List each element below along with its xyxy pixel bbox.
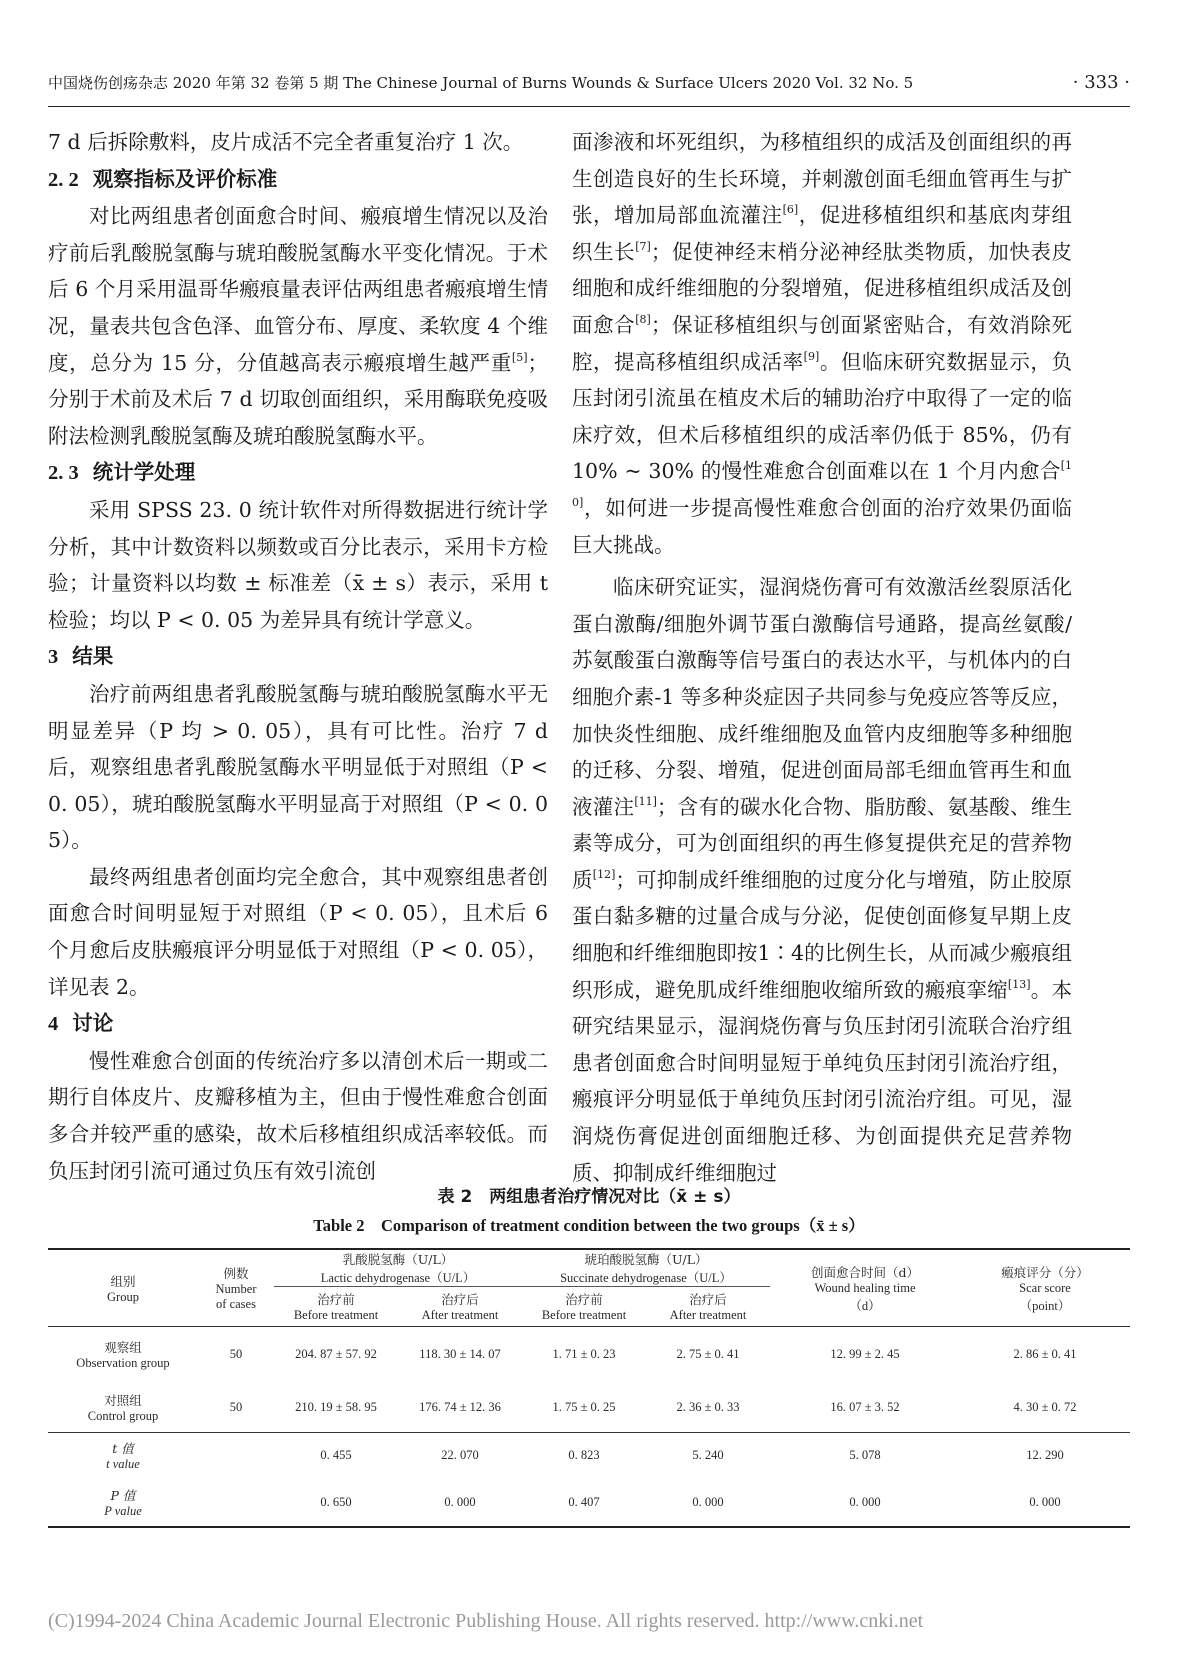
section-heading-4: 4 讨论 bbox=[48, 1011, 114, 1036]
paragraph: 面渗液和坏死组织，为移植组织的成活及创面组织的再生创造良好的生长环境，并刺激创面毛细血管再生与扩张，增加局部血流灌注[6]，促进移植组织和基底肉芽组织生长[7]；促使神经末梢分泌神经肽类物质，加快表皮细胞和成纤维细胞的分裂增殖，促进移植组织成活及创面愈合[8]；保证移植组织与创面紧密贴合，有效消除死腔，提高移植组织成活率[9]。但临床研究数据显示，负压封闭引流虽在植皮术后的辅助治疗中取得了一定的临床疗效，但术后移植组织的成活率仍低于 85%，仍有 10% ~ 30% 的慢性难愈合创面难以在 1 个月内愈合[10]，如何进一步提高慢性难愈合创面的治疗效果仍面临巨大挑战。 bbox=[572, 130, 1073, 557]
section-heading-2-3: 2. 3 统计学处理 bbox=[48, 460, 196, 485]
page-number: · 333 · bbox=[1072, 72, 1130, 93]
paragraph: 临床研究证实，湿润烧伤膏可有效激活丝裂原活化蛋白激酶/细胞外调节蛋白激酶信号通路，提高丝氨酸/苏氨酸蛋白激酶等信号蛋白的表达水平，与机体内的白细胞介素-1 等多种炎症因子共同参与免疫应答等反应，加快炎性细胞、成纤维细胞及血管内皮细胞等多种细胞的迁移、分裂、增殖，促进创面局部毛细血管再生和血液灌注[11]；含有的碳水化合物、脂肪酸、氨基酸、维生素等成分，可为创面组织的再生修复提供充足的营养物质[12]；可抑制成纤维细胞的过度分化与增殖，防止胶原蛋白黏多糖的过量合成与分泌，促使创面修复早期上皮细胞和纤维细胞即按1∶4的比例生长，从而减少瘢痕组织形成，避免肌成纤维细胞收缩所致的瘢痕挛缩[13]。本研究结果显示，湿润烧伤膏与负压封闭引流联合治疗组患者创面愈合时间明显短于单纯负压封闭引流治疗组，瘢痕评分明显低于单纯负压封闭引流治疗组。可见，湿润烧伤膏促进创面细胞迁移、为创面提供充足营养物质、抑制成纤维细胞过 bbox=[572, 575, 1073, 1185]
table-row-observation: 观察组 Observation group 50 204. 87 ± 57. 92 118. 30 ± 14. 07 1. 71 ± 0. 23 2. 75 ± 0. 41 12. 99 ± 2. 45 2. 86 ± 0. 41 bbox=[76, 1340, 1077, 1371]
header-ldh-after: 治疗后 After treatment bbox=[421, 1292, 499, 1322]
citation[interactable]: [7] bbox=[635, 239, 651, 253]
table-row-control: 对照组 Control group 50 210. 19 ± 58. 95 176. 74 ± 12. 36 1. 75 ± 0. 25 2. 36 ± 0. 33 16. 07 ± 3. 52 4. 30 ± 0. 72 bbox=[87, 1392, 1077, 1423]
citation[interactable]: [8] bbox=[635, 312, 651, 326]
section-heading-3: 3 结果 bbox=[48, 644, 114, 669]
table-caption-cn: 表 2 两组患者治疗情况对比（x̄ ± s） bbox=[437, 1187, 741, 1207]
header-sdh-before: 治疗前 Before treatment bbox=[541, 1292, 627, 1322]
right-column bbox=[572, 124, 1072, 1191]
header-sdh: 琥珀酸脱氢酶（U/L） Succinate dehydrogenase（U/L） bbox=[522, 1249, 770, 1287]
citation[interactable]: [9] bbox=[803, 349, 820, 363]
left-column bbox=[48, 124, 548, 1189]
citation[interactable]: [11] bbox=[634, 794, 657, 808]
header-cases: 例数 Number of cases bbox=[198, 1249, 274, 1327]
section-heading-2-2: 2. 2 观察指标及评价标准 bbox=[48, 166, 278, 191]
paragraph: 慢性难愈合创面的传统治疗多以清创术后一期或二期行自体皮片、皮瓣移植为主，但由于慢性难愈合创面多合并较严重的感染，故术后移植组织成活率较低。而负压封闭引流可通过负压有效引流创 bbox=[48, 1048, 548, 1183]
header-ldh-before: 治疗前 Before treatment bbox=[293, 1292, 379, 1322]
citation[interactable]: [5] bbox=[511, 350, 528, 364]
copyright-footer: (C)1994-2024 China Academic Journal Electronic Publishing House. All rights reserved. http://www.cnki.net bbox=[48, 1610, 924, 1632]
header-group: 组别 Group bbox=[48, 1249, 198, 1327]
running-head bbox=[48, 72, 1130, 93]
header-scar-score: 瘢痕评分（分） Scar score （point） bbox=[960, 1249, 1130, 1327]
table-caption-en: Table 2 Comparison of treatment condition between the two groups（x̄ ± s） bbox=[313, 1216, 865, 1235]
citation[interactable]: [6] bbox=[782, 203, 799, 217]
paragraph: 最终两组患者创面均完全愈合，其中观察组患者创面愈合时间明显短于对照组（P < 0. 05），且术后 6 个月愈后皮肤瘢痕评分明显低于对照组（P < 0. 05），详见表 2。 bbox=[48, 864, 548, 999]
paragraph: 对比两组患者创面愈合时间、瘢痕增生情况以及治疗前后乳酸脱氢酶与琥珀酸脱氢酶水平变化情况。于术后 6 个月采用温哥华瘢痕量表评估两组患者瘢痕增生情况，量表共包含色泽、血管分布、厚度、柔软度 4 个维度，总分为 15 分，分值越高表示瘢痕增生越严重[5]；分别于术前及术后 7 d 切取创面组织，采用酶联免疫吸附法检测乳酸脱氢酶及琥珀酸脱氢酶水平。 bbox=[48, 204, 548, 448]
citation[interactable]: [12] bbox=[592, 867, 616, 881]
paragraph: 7 d 后拆除敷料，皮片成活不完全者重复治疗 1 次。 bbox=[48, 130, 524, 154]
header-sdh-after: 治疗后 After treatment bbox=[669, 1292, 747, 1322]
results-table bbox=[48, 1248, 1130, 1528]
paragraph: 采用 SPSS 23. 0 统计软件对所得数据进行统计学分析，其中计数资料以频数或百分比表示，采用卡方检验；计量资料以均数 ± 标准差（x̄ ± s）表示，采用 t 检验；均以 P < 0. 05 为差异具有统计学意义。 bbox=[48, 497, 548, 632]
citation[interactable]: [13] bbox=[1007, 977, 1031, 991]
table-row-t-value: t 值 t value 0. 455 22. 070 0. 823 5. 240 5. 078 12. 290 bbox=[48, 1433, 1130, 1479]
header-rule bbox=[48, 106, 1130, 107]
paragraph: 治疗前两组患者乳酸脱氢酶与琥珀酸脱氢酶水平无明显差异（P 均 > 0. 05），具有可比性。治疗 7 d 后，观察组患者乳酸脱氢酶水平明显低于对照组（P < 0. 05），琥珀酸脱氢酶水平明显高于对照组（P < 0. 05）。 bbox=[48, 681, 548, 853]
header-healing-time: 创面愈合时间（d） Wound healing time （d） bbox=[770, 1249, 960, 1327]
table-row-p-value: P 值 P value 0. 650 0. 000 0. 407 0. 000 0. 000 0. 000 bbox=[48, 1479, 1130, 1527]
citation[interactable]: [10] bbox=[572, 459, 1072, 509]
header-ldh: 乳酸脱氢酶（U/L） Lactic dehydrogenase（U/L） bbox=[274, 1249, 522, 1287]
running-title: 中国烧伤创疡杂志 2020 年第 32 卷第 5 期 The Chinese Journal of Burns Wounds & Surface Ulcers 2020 Vol. 32 No. 5 bbox=[48, 74, 914, 92]
